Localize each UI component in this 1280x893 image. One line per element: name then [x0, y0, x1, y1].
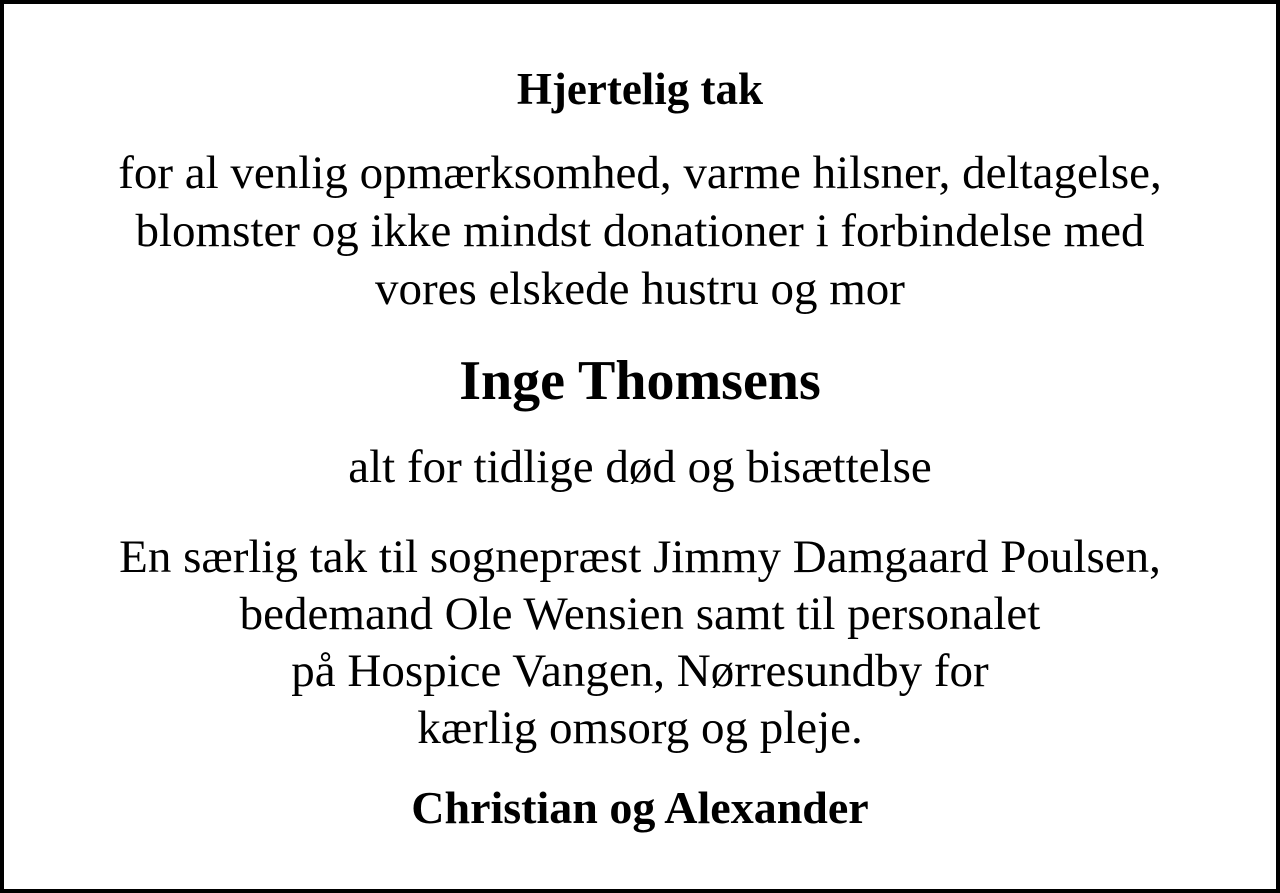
signature: Christian og Alexander: [411, 782, 869, 833]
thanks-line-4: kærlig omsorg og pleje.: [417, 702, 863, 754]
subtext-line: alt for tidlige død og bisættelse: [348, 441, 932, 493]
notice-heading: Hjertelig tak: [516, 64, 764, 114]
intro-line-1: for al venlig opmærksomhed, varme hilsner, deltagelse,: [118, 147, 1162, 199]
intro-line-2: blomster og ikke mindst donationer i forbindelse med: [135, 205, 1145, 257]
intro-line-3: vores elskede hustru og mor: [375, 263, 905, 315]
thanks-line-2: bedemand Ole Wensien samt til personalet: [239, 588, 1041, 640]
thanks-line-3: på Hospice Vangen, Nørresundby for: [291, 645, 989, 697]
thanks-line-1: En særlig tak til sognepræst Jimmy Damgaard Poulsen,: [119, 531, 1161, 583]
deceased-name: Inge Thomsens: [459, 350, 821, 412]
